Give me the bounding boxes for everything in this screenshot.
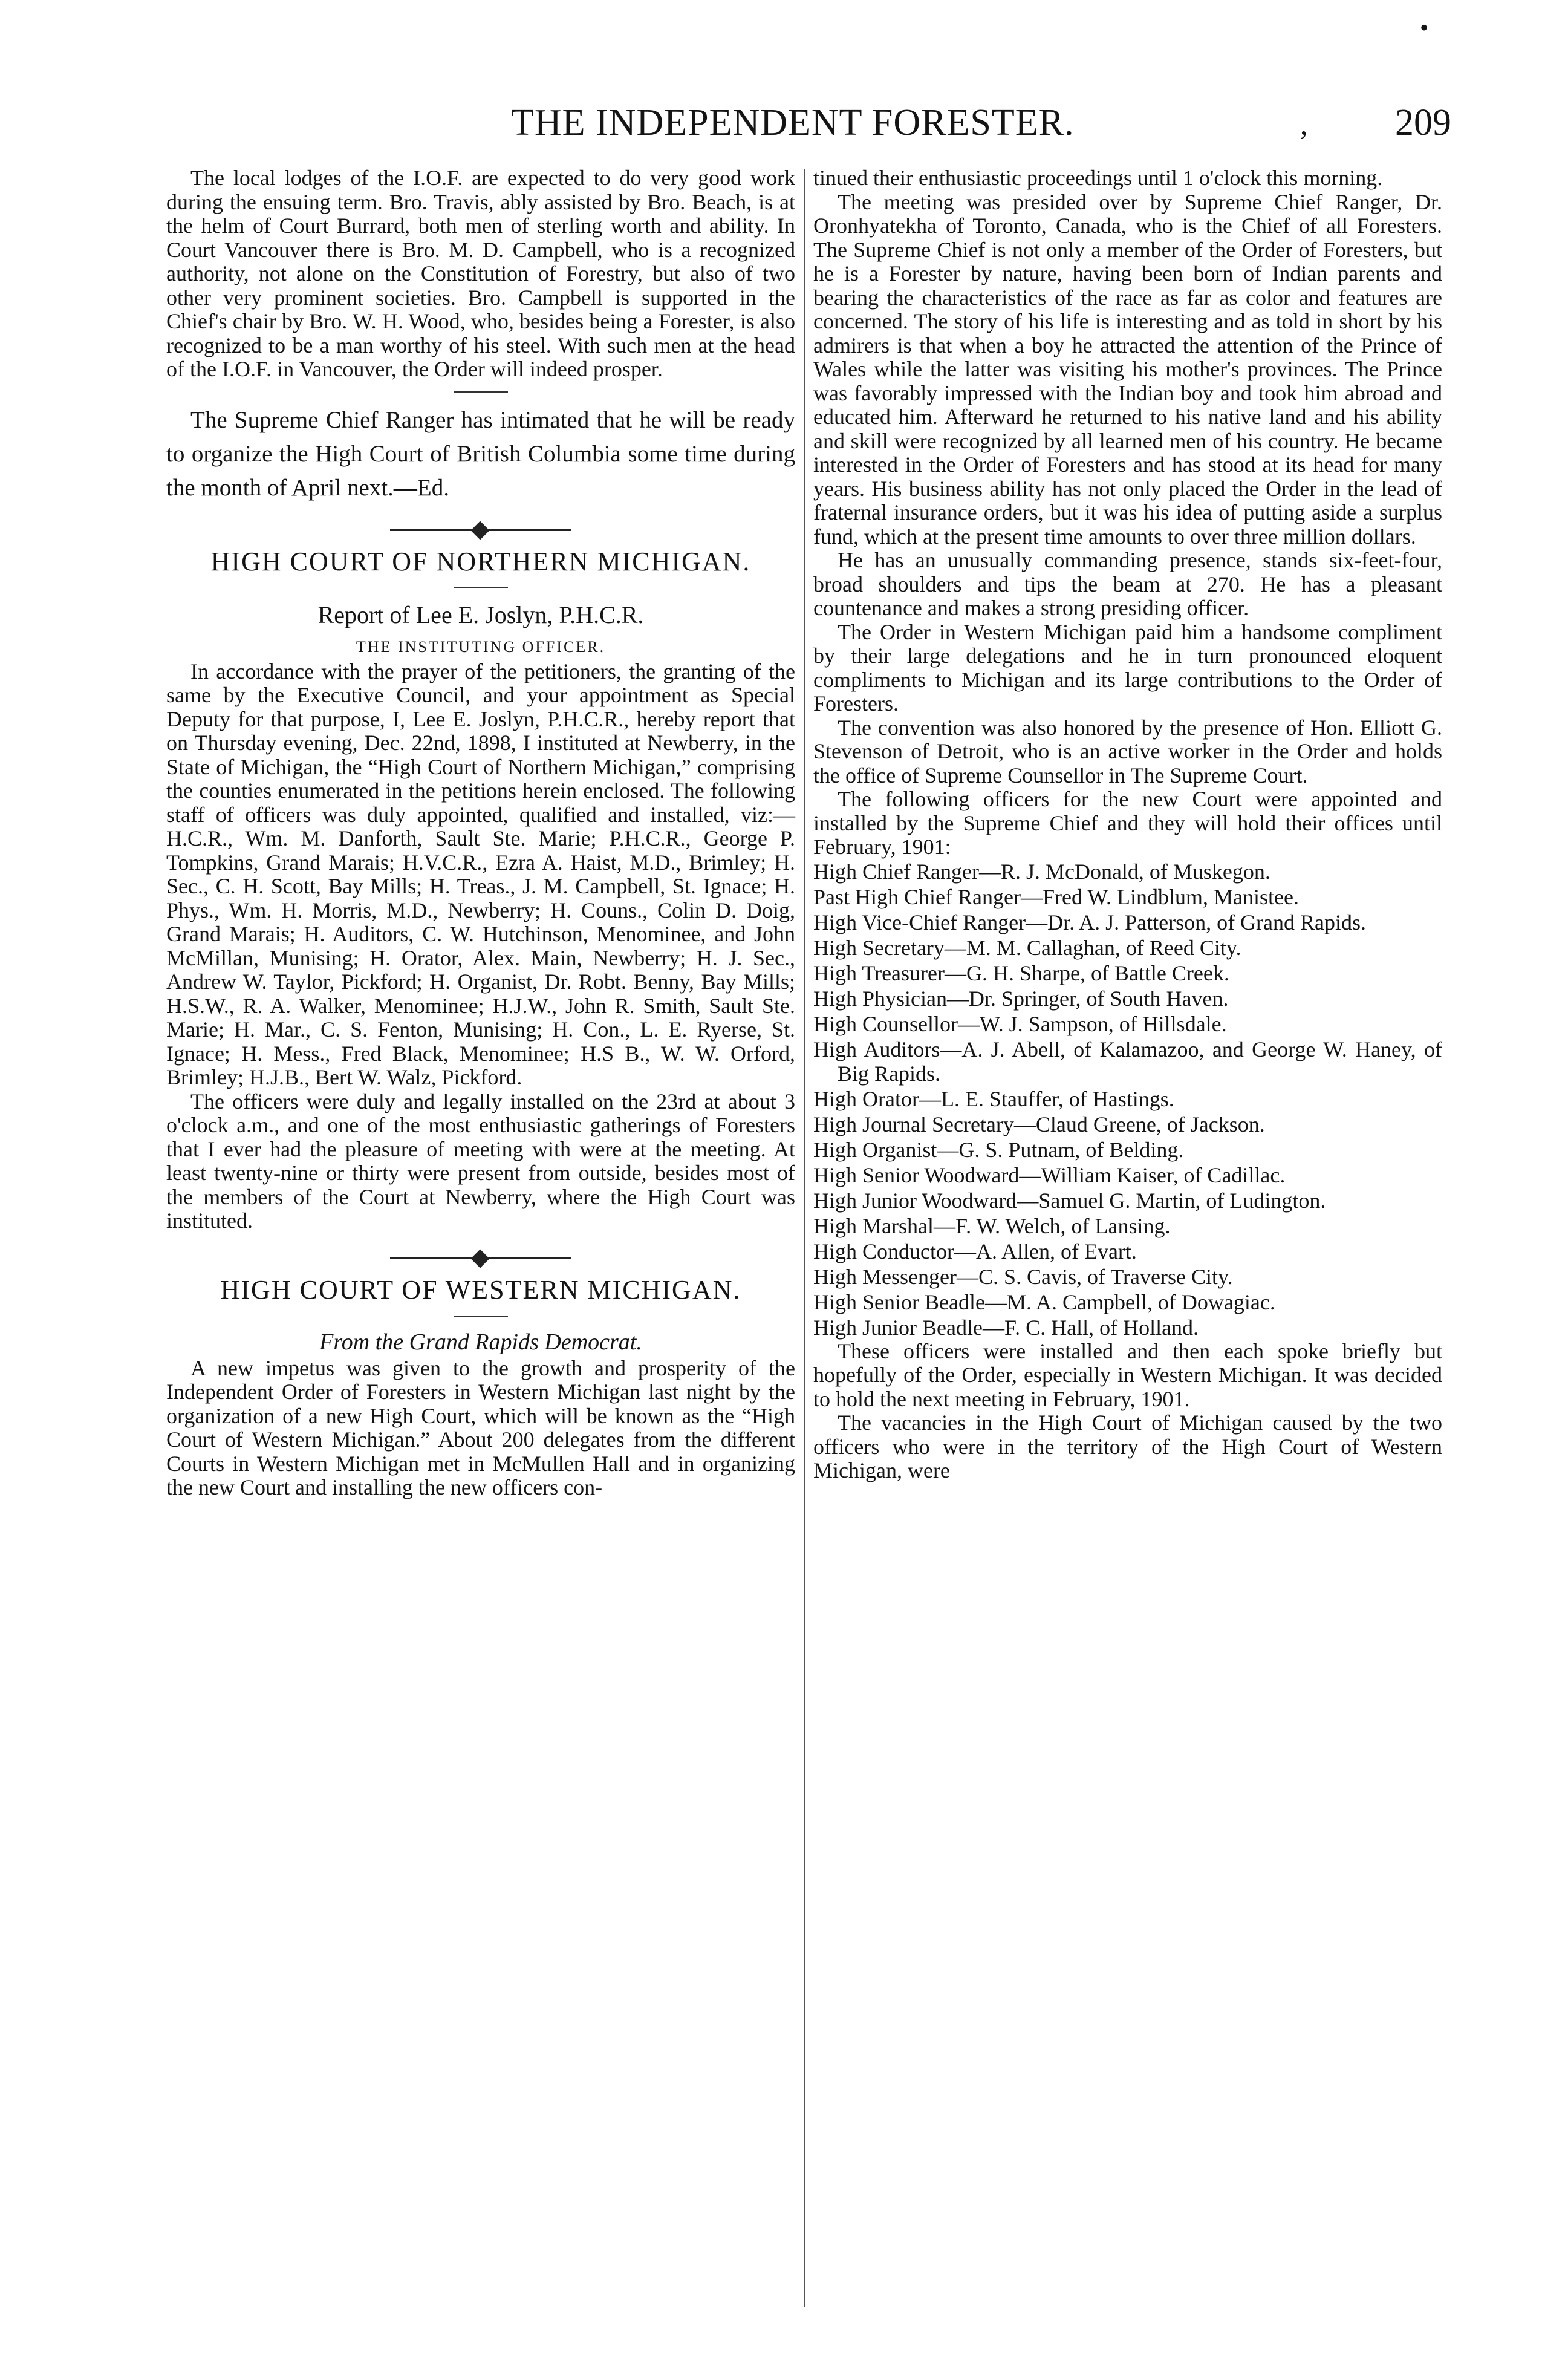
paragraph-compliment: The Order in Western Michigan paid him a handsome compliment by their large delegations and he in turn pronounced eloquent compliments to Michigan and its large contributions to the Order of Foresters. (813, 619, 1442, 716)
left-column (166, 166, 795, 1500)
officer-entry: High Junior Woodward—Samuel G. Martin, of Ludington. (813, 1188, 1326, 1213)
officer-entry: High Marshal—F. W. Welch, of Lansing. (813, 1213, 1171, 1238)
officer-entry: High Secretary—M. M. Callaghan, of Reed City. (813, 935, 1241, 960)
paragraph-supreme-chief: The Supreme Chief Ranger has intimated that he will be ready to organize the High Court of British Columbia some time during the month of April next.—Ed. (166, 406, 795, 501)
source-line: From the Grand Rapids Democrat. (319, 1329, 642, 1355)
short-rule (454, 1316, 508, 1317)
short-rule (454, 391, 508, 393)
column-divider (804, 169, 805, 2307)
subheading-instituting-officer: THE INSTITUTING OFFICER. (356, 637, 606, 656)
officer-entry: High Orator—L. E. Stauffer, of Hastings. (813, 1086, 1174, 1111)
paragraph-vacancies: The vacancies in the High Court of Michigan caused by the two officers who were in the territory of the High Court of Western Michigan, were (813, 1410, 1442, 1482)
paragraph-continued: tinued their enthusiastic proceedings until 1 o'clock this morning. (813, 166, 1383, 190)
officer-entry: High Counsellor—W. J. Sampson, of Hillsdale. (813, 1011, 1227, 1036)
paragraph-installed: These officers were installed and then each spoke briefly but hopefully of the Order, especially in Western Michigan. It was decided to hold the next meeting in February, 1901. (813, 1338, 1442, 1411)
officer-list (813, 859, 1442, 1340)
report-byline: Report of Lee E. Joslyn, P.H.C.R. (317, 601, 644, 628)
officer-entry: High Vice-Chief Ranger—Dr. A. J. Patterson, of Grand Rapids. (813, 910, 1367, 934)
paragraph-local-lodges: The local lodges of the I.O.F. are expected to do very good work during the ensuing term. Bro. Travis, ably assisted by Bro. Beach, is at the helm of Court Burrard, both men of sterling worth and ability. In Court Vancouver there is Bro. M. D. Campbell, who is a recognized authority, not alone on the Constitution of Forestry, but also of two other very prominent societies. Bro. Campbell is supported in the Chief's chair by Bro. W. H. Wood, who, besides being a Forester, is also recognized to be a man worthy of his steel. With such men at the head of the I.O.F. in Vancouver, the Order will indeed prosper. (166, 166, 795, 381)
officer-entry: Past High Chief Ranger—Fred W. Lindblum, Manistee. (813, 884, 1299, 909)
officer-entry: High Physician—Dr. Springer, of South Haven. (813, 986, 1229, 1011)
officer-entry: High Auditors—A. J. Abell, of Kalamazoo, and George W. Haney, of Big Rapids. (813, 1037, 1442, 1086)
running-title: THE INDEPENDENT FORESTER. (511, 102, 1075, 143)
officer-entry: High Conductor—A. Allen, of Evart. (813, 1239, 1137, 1263)
ornament-divider (390, 1249, 571, 1267)
paragraph-installation: The officers were duly and legally installed on the 23rd at about 3 o'clock a.m., and one of the most enthusiastic gatherings of Foresters that I ever had the pleasure of meeting with were at the meeting. At least twenty-nine or thirty were present from outside, besides most of the members of the Court at Newberry, where the High Court was instituted. (166, 1089, 795, 1233)
paragraph-presence: He has an unusually commanding presence, stands six-feet-four, broad shoulders and tips the beam at 270. He has a pleasant countenance and makes a strong presiding officer. (813, 548, 1442, 620)
paragraph-convention: The convention was also honored by the presence of Hon. Elliott G. Stevenson of Detroit, who is an active worker in the Order and holds the office of Supreme Counsellor in The Supreme Court. (813, 715, 1442, 787)
page-header (169, 102, 1451, 156)
paragraph-new-impetus: A new impetus was given to the growth and prosperity of the Independent Order of Foresters in Western Michigan last night by the organization of a new High Court, which will be known as the “High Court of Western Michigan.” About 200 delegates from the different Courts in Western Michigan met in McMullen Hall and in organizing the new Court and installing the new officers con- (166, 1355, 795, 1499)
officer-entry: High Journal Secretary—Claud Greene, of Jackson. (813, 1112, 1265, 1136)
paragraph-presided: The meeting was presided over by Supreme Chief Ranger, Dr. Oronhyatekha of Toronto, Canada, who is the Chief of all Foresters. The Supreme Chief is not only a member of the Order of Foresters, but he is a Forester by nature, having been born of Indian parents and bearing the characteristics of the race as far as color and features are concerned. The story of his life is interesting and as told in short by his admirers is that when a boy he attracted the attention of the Prince of Wales while the latter was visiting his mother's provinces. The Prince was favorably impressed with the Indian boy and took him abroad and educated him. Afterward he returned to his native land and his ability and skill were recognized by all learned men of his country. He became interested in the Order of Foresters and has stood at its head for many years. His business ability has not only placed the Order in the lead of fraternal insurance orders, but it was his idea of putting aside a surplus fund, which at the present time amounts to over three million dollars. (813, 189, 1442, 549)
stray-mark: , (1300, 107, 1308, 141)
officer-entry: High Organist—G. S. Putnam, of Belding. (813, 1137, 1184, 1162)
right-column (813, 166, 1442, 1483)
officer-entry: High Treasurer—G. H. Sharpe, of Battle Creek. (813, 960, 1229, 985)
paragraph-report: In accordance with the prayer of the petitioners, the granting of the same by the Executive Council, and your appointment as Special Deputy for that purpose, I, Lee E. Joslyn, P.H.C.R., hereby report that on Thursday evening, Dec. 22nd, 1898, I instituted at Newberry, in the State of Michigan, the “High Court of Northern Michigan,” comprising the counties enumerated in the petitions herein enclosed. The following staff of officers was duly appointed, qualified and installed, viz:—H.C.R., Wm. M. Danforth, Sault Ste. Marie; P.H.C.R., George P. Tompkins, Grand Marais; H.V.C.R., Ezra A. Haist, M.D., Brimley; H. Sec., C. H. Scott, Bay Mills; H. Treas., J. M. Campbell, St. Ignace; H. Phys., Wm. H. Morris, M.D., Newberry; H. Couns., Colin D. Doig, Grand Marais; H. Auditors, C. W. Hutchinson, Menominee, and John McMillan, Munising; H. Orator, Alex. Main, Newberry; H. J. Sec., Andrew W. Taylor, Pickford; H. Organist, Dr. Robt. Benny, Bay Mills; H.S.W., R. A. Walker, Menominee; H.J.W., John R. Smith, Sault Ste. Marie; H. Mar., C. S. Fenton, Munising; H. Con., L. E. Ryerse, St. Ignace; H. Mess., Fred Black, Menominee; H.S B., W. W. Orford, Brimley; H.J.B., Bert W. Walz, Pickford. (166, 659, 795, 1089)
heading-northern-michigan: HIGH COURT OF NORTHERN MICHIGAN. (210, 546, 751, 576)
heading-western-michigan: HIGH COURT OF WESTERN MICHIGAN. (220, 1274, 741, 1305)
officer-entry: High Junior Beadle—F. C. Hall, of Holland. (813, 1315, 1199, 1340)
short-rule (454, 587, 508, 588)
ornament-divider (390, 521, 571, 539)
officer-entry: High Messenger—C. S. Cavis, of Traverse City. (813, 1264, 1233, 1289)
officer-entry: High Senior Beadle—M. A. Campbell, of Dowagiac. (813, 1289, 1275, 1314)
corner-mark: • (1420, 14, 1429, 41)
officer-entry: High Senior Woodward—William Kaiser, of Cadillac. (813, 1162, 1286, 1187)
page-number: 209 (1395, 102, 1451, 143)
paragraph-following-officers: The following officers for the new Court were appointed and installed by the Supreme Chief and they will hold their offices until February, 1901: (813, 787, 1442, 859)
officer-entry: High Chief Ranger—R. J. McDonald, of Muskegon. (813, 859, 1270, 884)
